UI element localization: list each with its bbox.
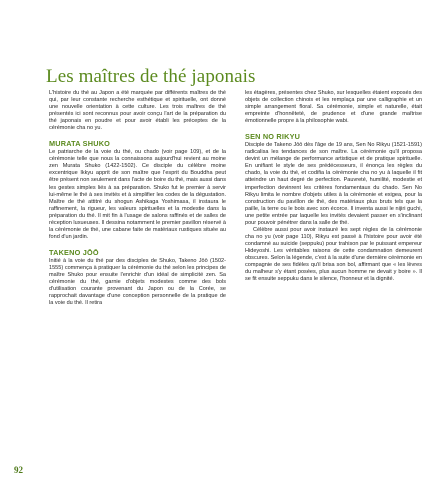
heading-takeno-joo: TAKENO JŌŌ [49, 247, 99, 257]
right-column [245, 90, 422, 283]
page-title: Les maîtres de thé japonais [46, 65, 256, 87]
sen-no-rikyu-paragraph-2: Célèbre aussi pour avoir instauré les sept règles de la cérémonie cha no yu (voir page 110), Rikyu est passé à l'histoire pour avoir été condamné au suicide (seppuku) pour trahison par le puissant empereur Hideyoshi. Les véritables raisons de cette condamnation demeurent obscures. Selon la légende, c'est à la suite d'une dernière cérémonie en compagnie de ses fidèles qu'il brisa son bol, affirmant que « les lèvres du malheur s'y étant posées, plus aucun homme ne devait y boire ». Il se fit ensuite seppuku dans le silence, l'honneur et la dignité. [245, 226, 422, 283]
intro-paragraph: L'histoire du thé au Japon a été marquée par différents maîtres de thé qui, par leur constante recherche esthétique et spirituelle, ont donné une nouvelle orientation à cette culture. Les trois maîtres de thé présentés ici sont reconnus pour avoir conçu l'art de la préparation du thé japonais en poudre et pour avoir établi les préceptes de la cérémonie cha no yu. [49, 90, 226, 132]
page-number: 92 [14, 465, 23, 475]
heading-murata-shuko: MURATA SHUKO [49, 139, 111, 149]
sen-no-rikyu-paragraph: Disciple de Takeno Jōō dès l'âge de 19 ans, Sen No Rikyu (1521-1591) radicalisa les tendances de son maître. La cérémonie qu'il proposa devint un mélange de performance artistique et de pratique spirituelle. En unifiant le style de ses prédécesseurs, il énonça les règles du chado, la voie du thé, et codifia la cérémonie cha no yu à laquelle il fit atteindre un haut degré de perfection. Pauvreté, humilité, modestie et imperfection devinrent les critères fondamentaux du chado. Sen No Rikyu limita le nombre d'objets utiles à la cérémonie et exigea, pour la construction du pavillon de thé, des matériaux plus bruts tels que la paille, la terre ou le bois avec son écorce. Il inventa aussi le nijiri guchi, une petite entrée par laquelle les invités devaient passer en s'inclinant pour pouvoir pénétrer dans la salle de thé. [245, 142, 422, 226]
left-column [49, 90, 226, 307]
takeno-joo-continued-paragraph: les étagères, présentes chez Shuko, sur lesquelles étaient exposés des objets de collection chinois et les remplaça par une calligraphie et un simple arrangement floral. Sa cérémonie, simple et naturelle, était empreinte d'honnêteté, de prudence et d'une grande maîtrise émotionnelle propre à la philosophie wabi. [245, 90, 422, 125]
heading-sen-no-rikyu: SEN NO RIKYU [245, 132, 301, 142]
murata-shuko-paragraph: Le patriarche de la voie du thé, ou chado (voir page 109), et de la cérémonie telle que nous la connaissons aujourd'hui revient au moine zen Murata Shuko (1422-1502). Ce disciple du célèbre moine excentrique Ikkyu apprit de son maître que l'esprit du Bouddha peut être présent non seulement dans l'acte de boire du thé, mais aussi dans les gestes simples liés à sa préparation. Shuko fut le premier à servir lui-même le thé à ses invités et à simplifier les codes de la dégustation. Maître de thé attitré du shogun Ashikaga Yoshimasa, il instaura le raffinement, la rigueur, les valeurs spirituelles et la modestie dans la préparation du thé. Il mit fin à l'usage de salons raffinés et de salles de réception luxueuses. Il dessina notamment le premier pavillon réservé à la cérémonie de thé, une cabane faite de matériaux rustiques située au fond d'un jardin. [49, 149, 226, 240]
takeno-joo-paragraph: Initié à la voie du thé par des disciples de Shuko, Takeno Jōō (1502-1555) commença à pratiquer la cérémonie du thé selon les principes de maître Shuko pour ensuite l'enrichir d'un idéal de simplicité zen. Sa cérémonie du thé, garnie d'objets modestes comme des bols d'utilisation courante provenant du Japon ou de la Corée, se rapprochait davantage d'une conception personnelle de la pratique de la voie du thé. Il retira [49, 257, 226, 307]
